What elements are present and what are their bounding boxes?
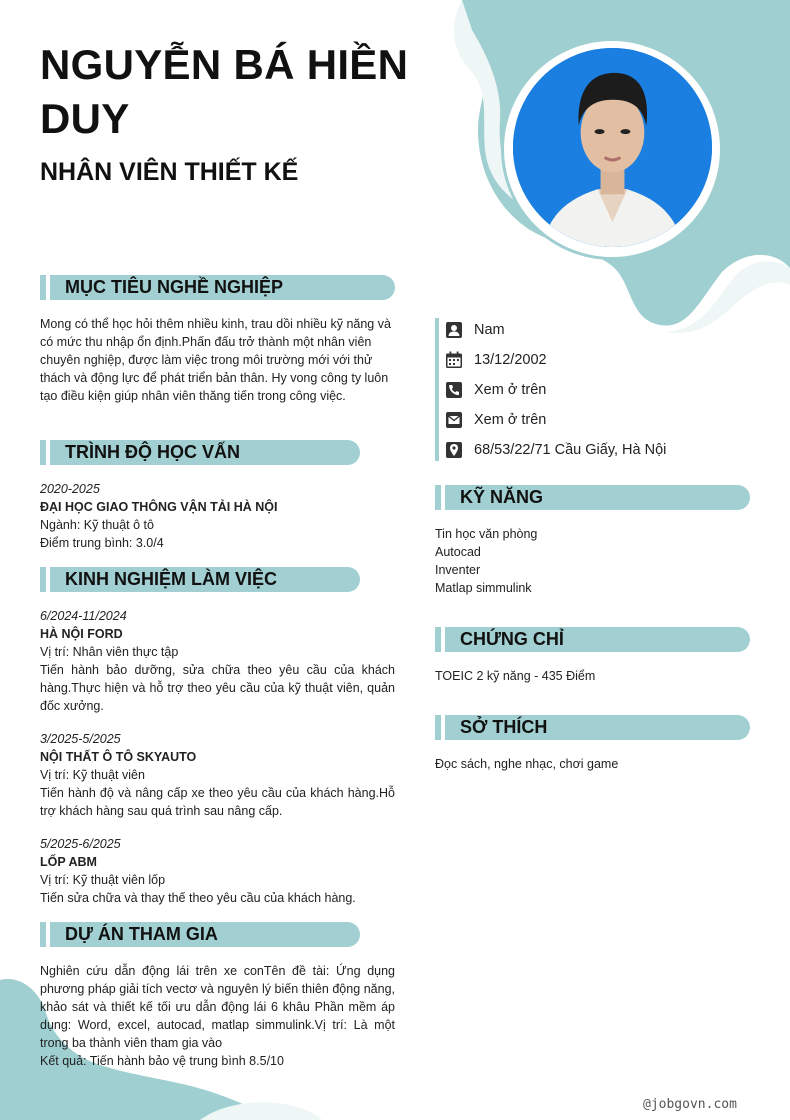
experience-item [40, 730, 395, 820]
phone-icon [445, 381, 463, 399]
info-address-value: 68/53/22/71 Cầu Giấy, Hà Nội [474, 442, 667, 458]
user-icon [445, 321, 463, 339]
section-certificates-heading [435, 627, 750, 652]
info-phone-value: Xem ở trên [474, 382, 547, 398]
section-education-heading [40, 440, 360, 465]
info-address [445, 435, 666, 465]
section-projects-title: DỰ ÁN THAM GIA [65, 924, 218, 944]
experience-description: Tiến sửa chữa và thay thế theo yêu cầu của khách hàng. [40, 891, 356, 905]
section-skills-heading [435, 485, 750, 510]
experience-description: Tiến hành độ và nâng cấp xe theo yêu cầu của khách hàng.Hỗ trợ khách hàng sau quá trình sau nâng cấp. [40, 786, 395, 818]
portrait-image [513, 48, 712, 247]
projects-result: Kết quả: Tiến hành bảo vệ trung bình 8.5/10 [40, 1054, 284, 1068]
education-period: 2020-2025 [40, 482, 100, 496]
experience-company: LỐP ABM [40, 855, 97, 869]
section-experience-heading [40, 567, 360, 592]
section-skills-title: KỸ NĂNG [460, 487, 544, 507]
experience-position: Vị trí: Kỹ thuật viên lốp [40, 873, 166, 887]
info-email [445, 405, 546, 435]
experience-period: 6/2024-11/2024 [40, 609, 127, 623]
experience-period: 3/2025-5/2025 [40, 732, 121, 746]
envelope-icon [445, 411, 463, 429]
experience-company: NỘI THẤT Ô TÔ SKYAUTO [40, 750, 197, 764]
section-projects-heading [40, 922, 360, 947]
skill-item: Inventer [435, 563, 481, 577]
experience-description: Tiến hành bảo dưỡng, sửa chữa theo yêu cầu của khách hàng.Thực hiện và hỗ trợ theo yêu cầu của kỹ thuật viên, quản đốc xưởng. [40, 663, 395, 713]
info-email-value: Xem ở trên [474, 412, 547, 428]
section-hobbies-heading [435, 715, 750, 740]
education-block [40, 480, 395, 552]
skill-item: Autocad [435, 545, 481, 559]
section-experience-title: KINH NGHIỆM LÀM VIỆC [65, 569, 278, 589]
job-title: NHÂN VIÊN THIẾT KẾ [40, 158, 299, 186]
info-accent-bar [435, 318, 439, 461]
avatar [513, 48, 712, 247]
section-hobbies-title: SỞ THÍCH [460, 717, 548, 737]
experience-period: 5/2025-6/2025 [40, 837, 121, 851]
experience-position: Vị trí: Nhân viên thực tập [40, 645, 179, 659]
education-gpa: Điểm trung bình: 3.0/4 [40, 536, 164, 550]
section-education-title: TRÌNH ĐỘ HỌC VẤN [65, 442, 240, 462]
location-pin-icon [445, 441, 463, 459]
objective-text: Mong có thể học hỏi thêm nhiều kinh, trau dồi nhiều kỹ năng và có mức thu nhập ổn định.Phấn đấu trở thành một nhân viên chuyên nghiệp, được làm việc trong môi trường mới với thử thách và động lực để phát triển bản thân. Hy vong công ty luôn tạo điều kiện giúp nhân viên thăng tiến trong công việc. [40, 317, 391, 403]
info-phone [445, 375, 546, 405]
info-birthday-value: 13/12/2002 [474, 352, 547, 368]
education-major: Ngành: Kỹ thuật ô tô [40, 518, 154, 532]
education-school: ĐẠI HỌC GIAO THÔNG VẬN TẢI HÀ NỘI [40, 500, 278, 514]
info-birthday [445, 345, 547, 375]
info-gender [445, 315, 505, 345]
section-objective-heading [40, 275, 395, 300]
calendar-icon [445, 351, 463, 369]
skills-list [435, 525, 750, 597]
experience-item [40, 835, 395, 907]
experience-position: Vị trí: Kỹ thuật viên [40, 768, 145, 782]
projects-block [40, 962, 395, 1070]
projects-text: Nghiên cứu dẫn động lái trên xe conTên đề tài: Ứng dụng phương pháp giải tích vectơ và nguyên lý biến thiên động năng, khảo sát và thiết kế tối ưu dẫn động lái 6 khâu Phần mềm áp dụng: Word, excel, autocad, matlap simmulink.Vị trí: Là một trong ba thành viên tham gia vào [40, 964, 395, 1050]
experience-item [40, 607, 395, 715]
info-gender-value: Nam [474, 322, 505, 338]
section-objective-title: MỤC TIÊU NGHỀ NGHIỆP [65, 277, 284, 297]
certificates-text: TOEIC 2 kỹ năng - 435 Điểm [435, 669, 596, 683]
hobbies-text: Đọc sách, nghe nhạc, chơi game [435, 757, 619, 771]
skill-item: Tin học văn phòng [435, 527, 538, 541]
experience-company: HÀ NỘI FORD [40, 627, 123, 641]
skill-item: Matlap simmulink [435, 581, 532, 595]
watermark: @jobgovn.com [643, 1097, 737, 1112]
candidate-name: NGUYỄN BÁ HIỀN DUY [40, 41, 409, 142]
section-certificates-title: CHỨNG CHỈ [460, 629, 564, 649]
